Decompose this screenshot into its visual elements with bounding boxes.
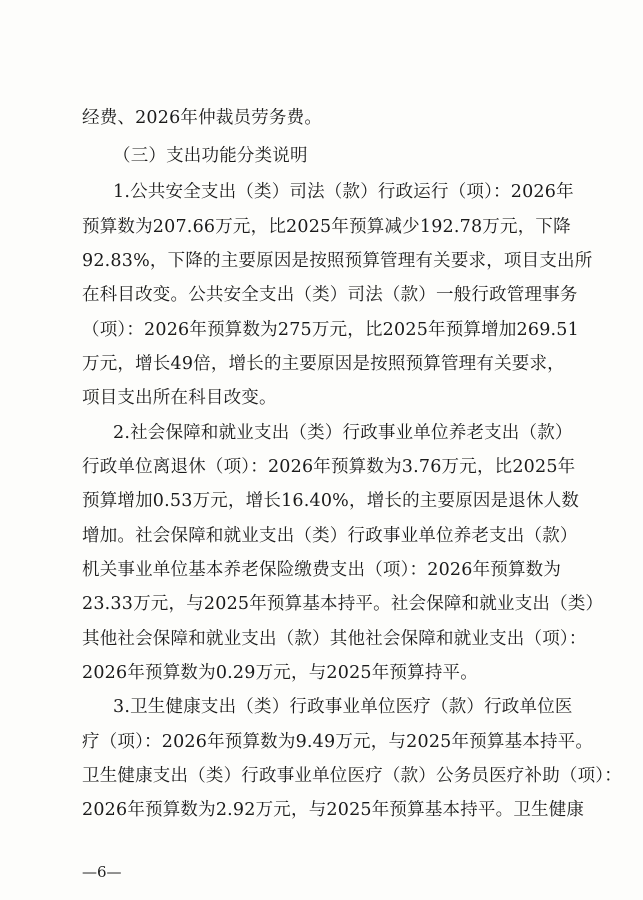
text-line: 2026年预算数为2.92万元，与2025年预算基本持平。卫生健康: [82, 800, 585, 820]
text-line: 行政单位离退休（项）：2026年预算数为3.76万元，比2025年: [82, 457, 576, 477]
text-line: 在科目改变。公共安全支出（类）司法（款）一般行政管理事务: [82, 285, 578, 305]
text-line: 经费、2026年仲裁员劳务费。: [82, 108, 323, 128]
text-line: 万元，增长49倍，增长的主要原因是按照预算管理有关要求，: [82, 354, 565, 374]
text-line: 疗（项）：2026年预算数为9.49万元，与2025年预算基本持平。: [82, 732, 594, 752]
text-line: 92.83%，下降的主要原因是按照预算管理有关要求，项目支出所: [82, 251, 593, 271]
text-line: 预算数为207.66万元，比2025年预算减少192.78万元，下降: [82, 217, 571, 237]
text-line: 23.33万元，与2025年预算基本持平。社会保障和就业支出（类）: [82, 594, 604, 614]
text-line: 2.社会保障和就业支出（类）行政事业单位养老支出（款）: [113, 423, 573, 443]
page-number: —6—: [82, 863, 122, 881]
text-line: 增加。社会保障和就业支出（类）行政事业单位养老支出（款）: [82, 526, 578, 546]
text-line: 3.卫生健康支出（类）行政事业单位医疗（款）行政单位医: [113, 697, 573, 717]
text-line: 预算增加0.53万元，增长16.40%，增长的主要原因是退休人数: [82, 491, 580, 511]
text-line: 1.公共安全支出（类）司法（款）行政运行（项）：2026年: [113, 182, 574, 202]
text-line: 2026年预算数为0.29万元，与2025年预算持平。: [82, 663, 478, 683]
text-line: 机关事业单位基本养老保险缴费支出（项）：2026年预算数为: [82, 560, 562, 580]
section-heading: （三）支出功能分类说明: [113, 146, 308, 166]
text-line: 项目支出所在科目改变。: [82, 388, 277, 408]
text-line: 卫生健康支出（类）行政事业单位医疗（款）公务员医疗补助（项）：: [82, 766, 622, 786]
text-line: （项）：2026年预算数为275万元，比2025年预算增加269.51: [82, 320, 579, 340]
text-line: 其他社会保障和就业支出（款）其他社会保障和就业支出（项）：: [82, 629, 587, 649]
